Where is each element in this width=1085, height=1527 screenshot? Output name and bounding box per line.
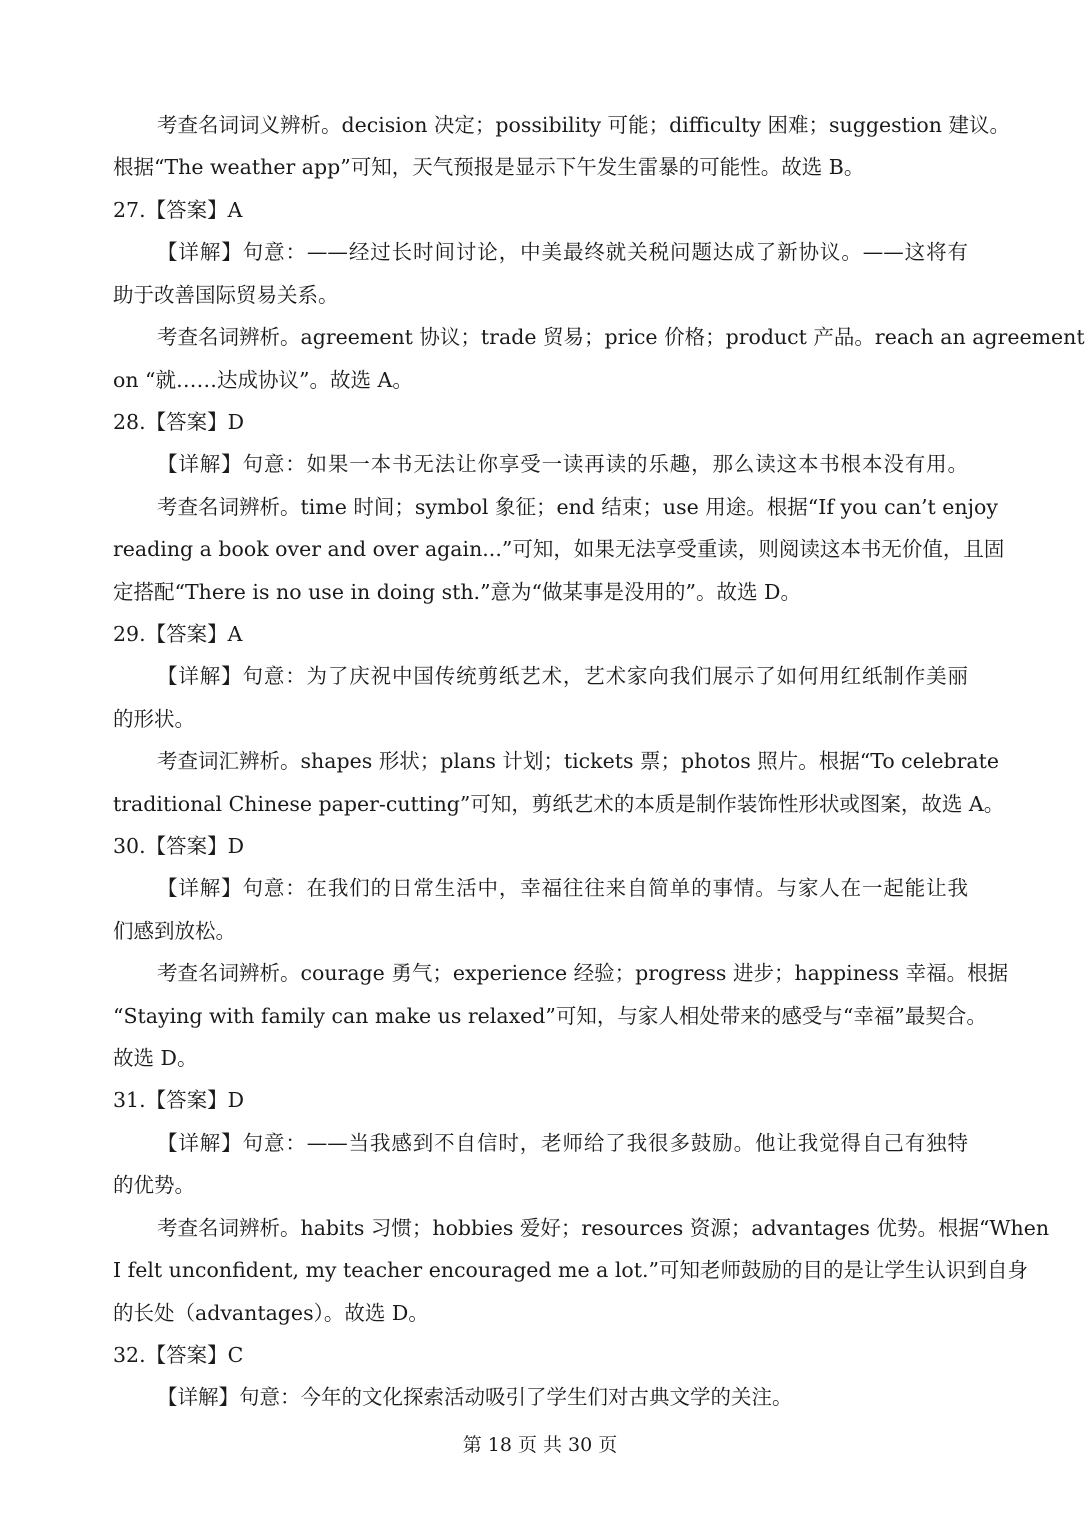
text-line: I felt unconfident, my teacher encouraged me a lot.”可知老师鼓励的目的是让学生认识到自身	[113, 1258, 1028, 1282]
text-line: 【详解】句意：如果一本书无法让你享受一读再读的乐趣，那么读这本书根本没有用。	[157, 452, 968, 476]
answer-heading-28: 28.【答案】D	[113, 410, 245, 434]
text-line: 考查名词辨析。time 时间；symbol 象征；end 结束；use 用途。根据“If you can’t enjoy	[157, 495, 998, 519]
text-line: 考查名词辨析。habits 习惯；hobbies 爱好；resources 资源；advantages 优势。根据“When	[157, 1216, 1050, 1240]
answer-heading-29: 29.【答案】A	[113, 622, 243, 646]
text-line: 【详解】句意：——当我感到不自信时，老师给了我很多鼓励。他让我觉得自己有独特	[157, 1131, 968, 1155]
text-line: traditional Chinese paper-cutting”可知，剪纸艺术的本质是制作装饰性形状或图案，故选 A。	[113, 792, 1005, 816]
text-line: 【详解】句意：为了庆祝中国传统剪纸艺术，艺术家向我们展示了如何用红纸制作美丽	[157, 664, 968, 688]
text-line: 考查名词辨析。agreement 协议；trade 贸易；price 价格；product 产品。reach an agreement	[157, 325, 1085, 349]
answer-heading-30: 30.【答案】D	[113, 834, 245, 858]
text-line: 考查名词词义辨析。decision 决定；possibility 可能；difficulty 困难；suggestion 建议。	[157, 113, 1010, 137]
text-line: 考查词汇辨析。shapes 形状；plans 计划；tickets 票；photos 照片。根据“To celebrate	[157, 749, 1000, 773]
text-line: “Staying with family can make us relaxed”可知，与家人相处带来的感受与“幸福”最契合。	[113, 1004, 987, 1028]
text-line: 助于改善国际贸易关系。	[113, 283, 339, 307]
text-line: on “就……达成协议”。故选 A。	[113, 368, 413, 392]
text-line: reading a book over and over again...”可知，如果无法享受重读，则阅读这本书无价值，且固	[113, 537, 1005, 561]
text-line: 故选 D。	[113, 1046, 198, 1070]
answer-heading-32: 32.【答案】C	[113, 1343, 244, 1367]
text-line: 根据“The weather app”可知，天气预报是显示下午发生雷暴的可能性。故选 B。	[113, 155, 865, 179]
text-line: 定搭配“There is no use in doing sth.”意为“做某事是没用的”。故选 D。	[113, 580, 801, 604]
text-line: 【详解】句意：今年的文化探索活动吸引了学生们对古典文学的关注。	[157, 1385, 793, 1409]
text-line: 的长处（advantages）。故选 D。	[113, 1301, 429, 1325]
text-line: 们感到放松。	[113, 919, 236, 943]
answer-heading-31: 31.【答案】D	[113, 1088, 245, 1112]
text-line: 的形状。	[113, 707, 195, 731]
text-line: 考查名词辨析。courage 勇气；experience 经验；progress 进步；happiness 幸福。根据	[157, 961, 1009, 985]
page-footer: 第 18 页 共 30 页	[462, 1434, 618, 1456]
text-line: 【详解】句意：在我们的日常生活中，幸福往往来自简单的事情。与家人在一起能让我	[157, 876, 968, 900]
answer-heading-27: 27.【答案】A	[113, 198, 243, 222]
text-line: 的优势。	[113, 1173, 195, 1197]
text-line: 【详解】句意：——经过长时间讨论，中美最终就关税问题达成了新协议。——这将有	[157, 240, 968, 264]
